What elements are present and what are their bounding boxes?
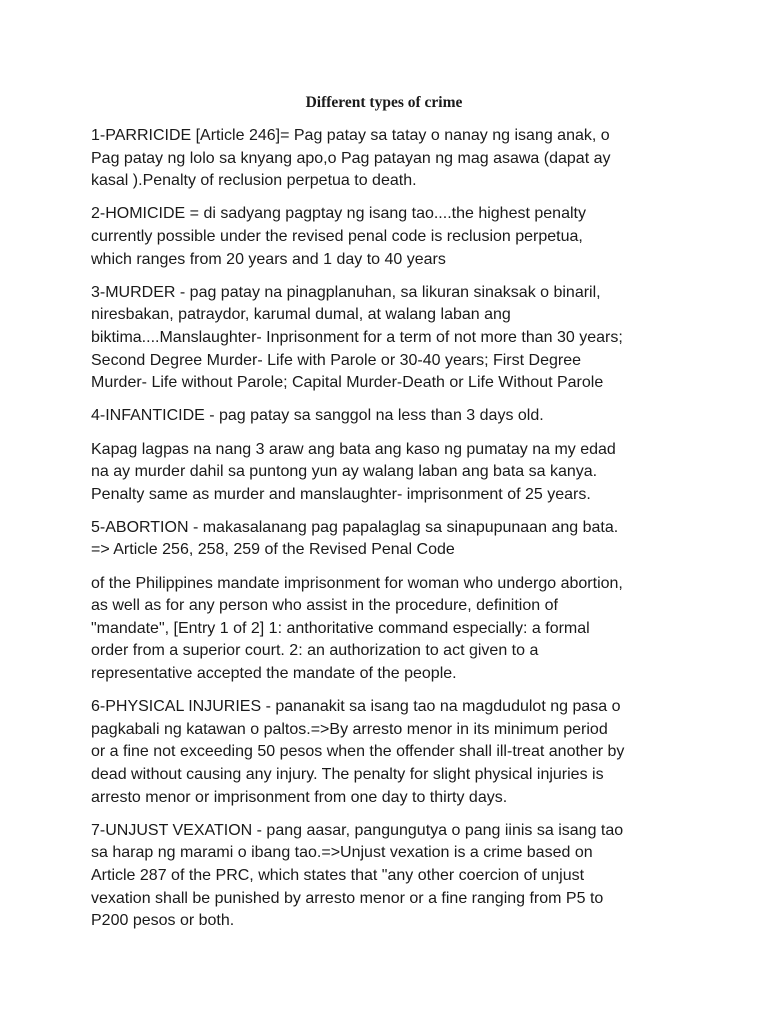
document-body	[91, 125, 691, 943]
paragraph-homicide: 2-HOMICIDE = di sadyang pagptay ng isang tao....the highest penalty currently possible under the revised penal code is reclusion perpetua, which ranges from 20 years and 1 day to 40 years	[91, 205, 586, 268]
paragraph-infanticide: 4-INFANTICIDE - pag patay sa sanggol na less than 3 days old.	[91, 407, 544, 425]
paragraph-abortion-note: of the Philippines mandate imprisonment for woman who undergo abortion, as well as for any person who assist in the procedure, definition of "mandate", [Entry 1 of 2] 1: anthoritative command especially: a formal order from a superior court. 2: an authorization to act given to a representative accepted the mandate of the people.	[91, 574, 623, 683]
document-title: Different types of crime	[305, 94, 463, 111]
paragraph-parricide: 1-PARRICIDE [Article 246]= Pag patay sa tatay o nanay ng isang anak, o Pag patay ng lolo sa knyang apo,o Pag patayan ng mag asawa (dapat ay kasal ).Penalty of reclusion perpetua to death.	[91, 127, 611, 190]
paragraph-murder: 3-MURDER - pag patay na pinagplanuhan, sa likuran sinaksak o binaril, niresbakan, patraydor, karumal dumal, at walang laban ang biktima....Manslaughter- Inprisonment for a term of not more than 30 years; Second Degree Murder- Life with Parole or 30-40 years; First Degree Murder- Life without Parole; Capital Murder-Death or Life Without Parole	[91, 283, 623, 392]
paragraph-physical-injuries: 6-PHYSICAL INJURIES - pananakit sa isang tao na magdudulot ng pasa o pagkabali ng katawan o paltos.=>By arresto menor in its minimum period or a fine not exceeding 50 pesos when the offender shall ill-treat another by dead without causing any injury. The penalty for slight physical injuries is arresto menor or imprisonment from one day to thirty days.	[91, 698, 625, 806]
paragraph-infanticide-note: Kapag lagpas na nang 3 araw ang bata ang kaso ng pumatay na my edad na ay murder dahil sa puntong yun ay walang laban ang bata sa kanya. Penalty same as murder and manslaughter- imprisonment of 25 years.	[91, 440, 616, 503]
paragraph-abortion: 5-ABORTION - makasalanang pag papalaglag sa sinapupunaan ang bata. => Article 256, 258, 259 of the Revised Penal Code	[91, 518, 619, 559]
paragraph-unjust-vexation: 7-UNJUST VEXATION - pang aasar, pangungutya o pang iinis sa isang tao sa harap ng marami o ibang tao.=>Unjust vexation is a crime based on Article 287 of the PRC, which states that "any other coercion of unjust vexation shall be punished by arresto menor or a fine ranging from P5 to P200 pesos or both.	[91, 821, 624, 930]
